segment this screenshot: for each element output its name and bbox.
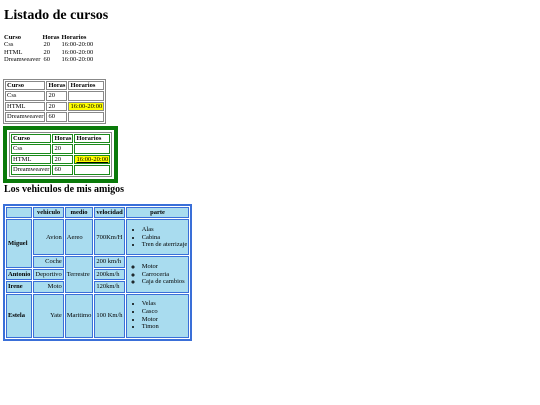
cell-horarios: 16:00-20:00 xyxy=(61,41,94,49)
header-curso: Curso xyxy=(4,34,21,41)
cell-curso: HTML xyxy=(4,48,23,56)
table-row xyxy=(5,91,104,100)
parts-list xyxy=(128,226,188,249)
list-item: • Velas xyxy=(142,300,188,308)
person-estela: Estela xyxy=(6,294,32,338)
green-frame xyxy=(3,126,118,183)
courses-table-green xyxy=(9,132,112,177)
cell-medio: Maritimo xyxy=(65,294,94,338)
cell-horas: 20 xyxy=(52,144,73,153)
list-item: ◦ Caja de cambios xyxy=(142,278,188,286)
cell-velocidad: 100 Km/h xyxy=(94,294,124,338)
list-item: • Timon xyxy=(142,323,188,331)
cell-horas: 60 xyxy=(46,112,67,121)
courses-table-bordered xyxy=(3,79,106,124)
cell-horarios xyxy=(74,144,110,153)
cell-horas: 20 xyxy=(52,155,73,164)
cell-velocidad: 700Km/H xyxy=(94,219,124,255)
cell-horarios: 16:00-20:00 xyxy=(61,56,94,64)
table-row xyxy=(5,102,104,111)
cell-horarios xyxy=(74,165,110,174)
cell-curso: HTML xyxy=(11,155,51,164)
header-horas: Horas xyxy=(48,82,66,89)
cell-curso: HTML xyxy=(5,102,45,111)
cell-velocidad: 200km/h xyxy=(94,269,124,280)
cell-horas: 60 xyxy=(52,165,73,174)
cell-curso: Css xyxy=(4,41,14,49)
cell-curso: Css xyxy=(11,144,51,153)
list-item: • Cabina xyxy=(142,234,188,242)
header-curso: Curso xyxy=(5,81,45,90)
header-velocidad: velocidad xyxy=(94,207,124,218)
cell-curso: Dreamweaver xyxy=(7,113,44,121)
header-horarios: Horarios xyxy=(74,134,110,143)
table-header-row xyxy=(5,81,104,90)
table-row xyxy=(11,144,110,153)
cell-vehiculo: Avion xyxy=(33,219,63,255)
table-row xyxy=(6,256,189,267)
cell-horarios-highlighted: 16:00-20:00 xyxy=(70,102,103,110)
table-row xyxy=(11,165,110,174)
cell-horarios xyxy=(68,112,104,121)
table-row xyxy=(6,294,189,338)
table-header-row xyxy=(6,207,189,218)
table-header-row xyxy=(11,134,110,143)
courses-table-plain xyxy=(3,34,94,64)
cell-vehiculo: Coche xyxy=(33,256,63,267)
cell-horas: 20 xyxy=(46,91,67,100)
list-item: ◦ Carroceria xyxy=(142,271,188,279)
table-row xyxy=(3,49,94,56)
header-horarios: Horarios xyxy=(61,34,87,41)
cell-horarios xyxy=(68,91,104,100)
cell-horas: 20 xyxy=(46,102,67,111)
table-row xyxy=(5,112,104,121)
vehicles-table xyxy=(3,204,192,341)
table-row xyxy=(3,56,94,63)
list-item: ◦ Motor xyxy=(142,263,188,271)
cell-velocidad: 200 km/h xyxy=(94,256,124,267)
list-item: • Casco xyxy=(142,308,188,316)
cell-medio: Terrestre xyxy=(65,256,94,292)
list-item: • Tren de aterrizaje xyxy=(142,241,188,249)
header-vehiculo: vehiculo xyxy=(33,207,63,218)
cell-medio: Aereo xyxy=(65,219,94,255)
cell-horas: 60 xyxy=(43,56,50,64)
cell-parte xyxy=(126,294,190,338)
parts-list xyxy=(128,300,188,330)
header-curso: Curso xyxy=(11,134,51,143)
header-empty xyxy=(6,207,32,218)
cell-curso: Dreamweaver xyxy=(13,166,50,174)
list-item: • Motor xyxy=(142,316,188,324)
header-parte: parte xyxy=(126,207,190,218)
table-row xyxy=(6,219,189,255)
cell-curso: Css xyxy=(5,91,45,100)
list-item: • Alas xyxy=(142,226,188,234)
cell-velocidad: 120km/h xyxy=(94,281,124,292)
person-irene: Irene xyxy=(6,281,32,292)
page-title: Listado de cursos xyxy=(4,8,109,23)
person-miguel: Miguel xyxy=(6,219,32,267)
cell-horas: 20 xyxy=(43,48,50,56)
person-antonio: Antonio xyxy=(6,269,32,280)
header-horarios: Horarios xyxy=(68,81,104,90)
table-row xyxy=(3,41,94,48)
cell-parte xyxy=(126,256,190,292)
table-row xyxy=(11,155,110,164)
cell-horarios-highlighted: 16:00-20:00 xyxy=(76,155,109,163)
parts-list xyxy=(128,263,188,286)
header-horas: Horas xyxy=(54,135,72,142)
table-header-row xyxy=(3,34,94,41)
section-title: Los vehiculos de mis amigos xyxy=(4,184,125,195)
cell-vehiculo: Moto xyxy=(33,281,63,292)
header-horas: Horas xyxy=(42,34,60,41)
cell-curso: Dreamweaver xyxy=(4,56,41,64)
cell-vehiculo: Yate xyxy=(33,294,63,338)
cell-parte xyxy=(126,219,190,255)
cell-vehiculo: Deportivo xyxy=(33,269,63,280)
header-medio: medio xyxy=(65,207,94,218)
cell-horas: 20 xyxy=(43,41,50,49)
cell-horarios: 16:00-20:00 xyxy=(61,48,94,56)
